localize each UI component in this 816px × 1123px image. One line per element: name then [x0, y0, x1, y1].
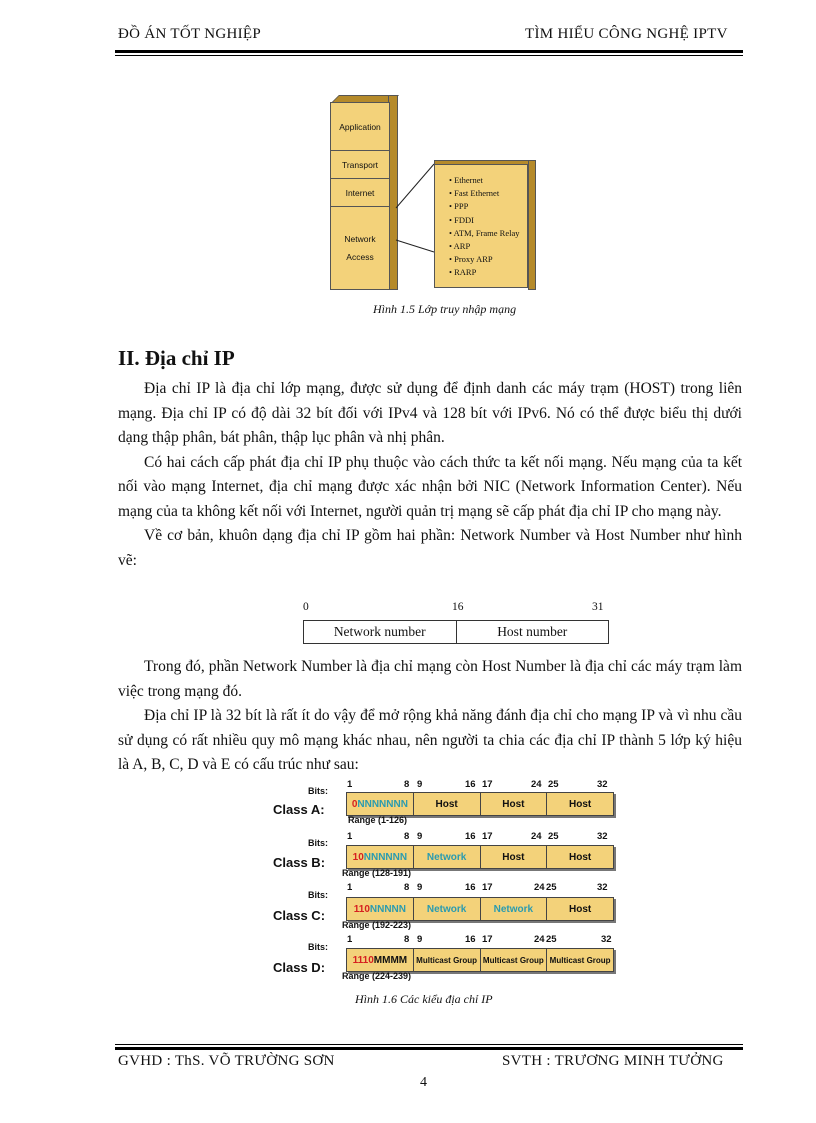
figure-1-6-caption: Hình 1.6 Các kiểu địa chỉ IP: [355, 992, 493, 1006]
protocol-item: • Ethernet: [449, 174, 527, 187]
class-c-label: Class C:: [273, 908, 326, 923]
tick: 32: [597, 831, 608, 842]
paragraph: Địa chỉ IP là địa chỉ lớp mạng, được sử dụng để định danh các máy trạm (HOST) trong liên mạng. Địa chỉ IP có độ dài 32 bít đối với IPv4 và 128 bít với IPv6. Nó có thể được biểu thị dưới dạng thập phân, bát phân, thập lục phân và nhị phân.: [118, 380, 742, 446]
paragraph: Về cơ bản, khuôn dạng địa chỉ IP gồm hai phần: Network Number và Host Number như hình vẽ:: [118, 527, 742, 569]
protocol-item: • Proxy ARP: [449, 253, 527, 266]
class-c-bar: [346, 897, 614, 921]
header-rule-thin: [115, 55, 743, 56]
bits-label: Bits:: [308, 890, 328, 900]
ip-address-format: [303, 620, 609, 644]
protocol-item: • ARP: [449, 240, 527, 253]
tick: 32: [601, 934, 612, 945]
class-d-range: Range (224-239): [342, 971, 412, 981]
tick: 25: [546, 882, 557, 893]
tick: 32: [597, 882, 608, 893]
class-c-network-bits: 110 NNNNN: [353, 903, 406, 915]
protocol-item: • PPP: [449, 200, 527, 213]
tick: 1: [347, 934, 353, 945]
class-c-field: Network: [413, 898, 480, 920]
tick: 8: [404, 779, 410, 790]
protocol-list: [434, 164, 528, 288]
tick: 17: [482, 882, 493, 893]
class-a-range: Range (1-126): [348, 815, 408, 825]
tick: 9: [417, 779, 423, 790]
layer-network-access: Network Access: [330, 206, 390, 290]
section-title: II. Địa chỉ IP: [118, 346, 235, 370]
footer-right: SVTH : TRƯƠNG MINH TƯỞNG: [502, 1053, 724, 1069]
tick: 9: [417, 934, 423, 945]
tick: 25: [548, 779, 559, 790]
layer-internet: Internet: [330, 178, 390, 208]
page-number: 4: [420, 1075, 427, 1090]
protocol-item: • ATM, Frame Relay: [449, 227, 527, 240]
protocol-box-side: [528, 160, 536, 290]
class-a-field: Host: [546, 793, 613, 815]
protocol-item: • Fast Ethernet: [449, 187, 527, 200]
class-a-field: Host: [480, 793, 547, 815]
tick: 1: [347, 831, 353, 842]
protocol-item: • RARP: [449, 266, 527, 279]
tick: 1: [347, 882, 353, 893]
tick: 16: [465, 934, 476, 945]
class-a-label: Class A:: [273, 802, 325, 817]
tick: 9: [417, 831, 423, 842]
tick: 17: [482, 934, 493, 945]
class-c-field: Network: [480, 898, 547, 920]
paragraph: Trong đó, phần Network Number là địa chỉ mạng còn Host Number là địa chỉ các máy trạm làm việc trong mạng đó.: [118, 658, 742, 700]
tick: 25: [546, 934, 557, 945]
connector-lines: [388, 160, 438, 260]
tick: 25: [548, 831, 559, 842]
tick: 24: [531, 831, 542, 842]
footer-rule: [115, 1047, 743, 1050]
layer-transport: Transport: [330, 150, 390, 180]
network-number-field: Network number: [333, 624, 426, 639]
footer-left: GVHD : ThS. VÕ TRƯỜNG SƠN: [118, 1053, 335, 1069]
body-text-2: [118, 655, 742, 778]
tick: 17: [482, 831, 493, 842]
class-b-network-bits: 10 NNNNNN: [352, 851, 408, 863]
paragraph: Có hai cách cấp phát địa chỉ IP phụ thuộc vào cách thức ta kết nối mạng. Nếu mạng của ta kết nối vào mạng Internet, địa chỉ mạng được xác nhận bởi NIC (Network Information Center). Nếu mạng của ta không kết nối với Internet, người quản trị mạng sẽ cấp phát địa chỉ IP cho mạng này.: [118, 453, 742, 520]
bits-label: Bits:: [308, 838, 328, 848]
bit-label-31: 31: [592, 601, 604, 613]
footer-rule-thin: [115, 1044, 743, 1045]
tick: 16: [465, 831, 476, 842]
class-c-field: Host: [546, 898, 613, 920]
header-rule: [115, 50, 743, 53]
bits-label: Bits:: [308, 942, 328, 952]
tick: 24: [531, 779, 542, 790]
body-text-1: [118, 377, 742, 573]
host-number-field: Host number: [456, 621, 609, 643]
class-b-bar: [346, 845, 614, 869]
tick: 16: [465, 779, 476, 790]
tick: 8: [404, 934, 410, 945]
tick: 24: [534, 934, 545, 945]
class-d-label: Class D:: [273, 960, 326, 975]
bit-label-0: 0: [303, 601, 309, 613]
class-c-range: Range (192-223): [342, 920, 412, 930]
class-d-field: Multicast Group: [480, 949, 547, 971]
tick: 8: [404, 831, 410, 842]
header-right: TÌM HIỂU CÔNG NGHỆ IPTV: [525, 26, 728, 42]
protocol-item: • FDDI: [449, 214, 527, 227]
figure-1-5-caption: Hình 1.5 Lớp truy nhập mạng: [373, 302, 517, 316]
paragraph: Địa chỉ IP là 32 bít là rất ít do vậy để mở rộng khả năng đánh địa chỉ cho mạng IP và vì nhu cầu sử dụng có rất nhiều quy mô mạng khác nhau, nên người ta chia các địa chỉ IP thành 5 lớp ký hiệu là A, B, C, D và E có cấu trúc như sau:: [118, 707, 742, 773]
tick: 17: [482, 779, 493, 790]
layer-application: Application: [330, 102, 390, 152]
tick: 1: [347, 779, 353, 790]
tick: 24: [534, 882, 545, 893]
class-b-range: Range (128-191): [342, 868, 412, 878]
tick: 9: [417, 882, 423, 893]
class-b-field: Host: [546, 846, 613, 868]
class-b-field: Network: [413, 846, 480, 868]
bits-label: Bits:: [308, 786, 328, 796]
bit-label-16: 16: [452, 601, 464, 613]
class-d-network-bits: 1110 MMMM: [352, 954, 408, 966]
tick: 8: [404, 882, 410, 893]
class-a-network-bits: 0 NNNNNNN: [351, 798, 408, 810]
class-d-field: Multicast Group: [413, 949, 480, 971]
tick: 16: [465, 882, 476, 893]
class-d-field: Multicast Group: [546, 949, 613, 971]
class-d-bar: [346, 948, 614, 972]
class-a-field: Host: [413, 793, 480, 815]
header-left: ĐỒ ÁN TỐT NGHIỆP: [118, 26, 261, 42]
tick: 32: [597, 779, 608, 790]
class-b-label: Class B:: [273, 855, 326, 870]
class-a-bar: [346, 792, 614, 816]
class-b-field: Host: [480, 846, 547, 868]
